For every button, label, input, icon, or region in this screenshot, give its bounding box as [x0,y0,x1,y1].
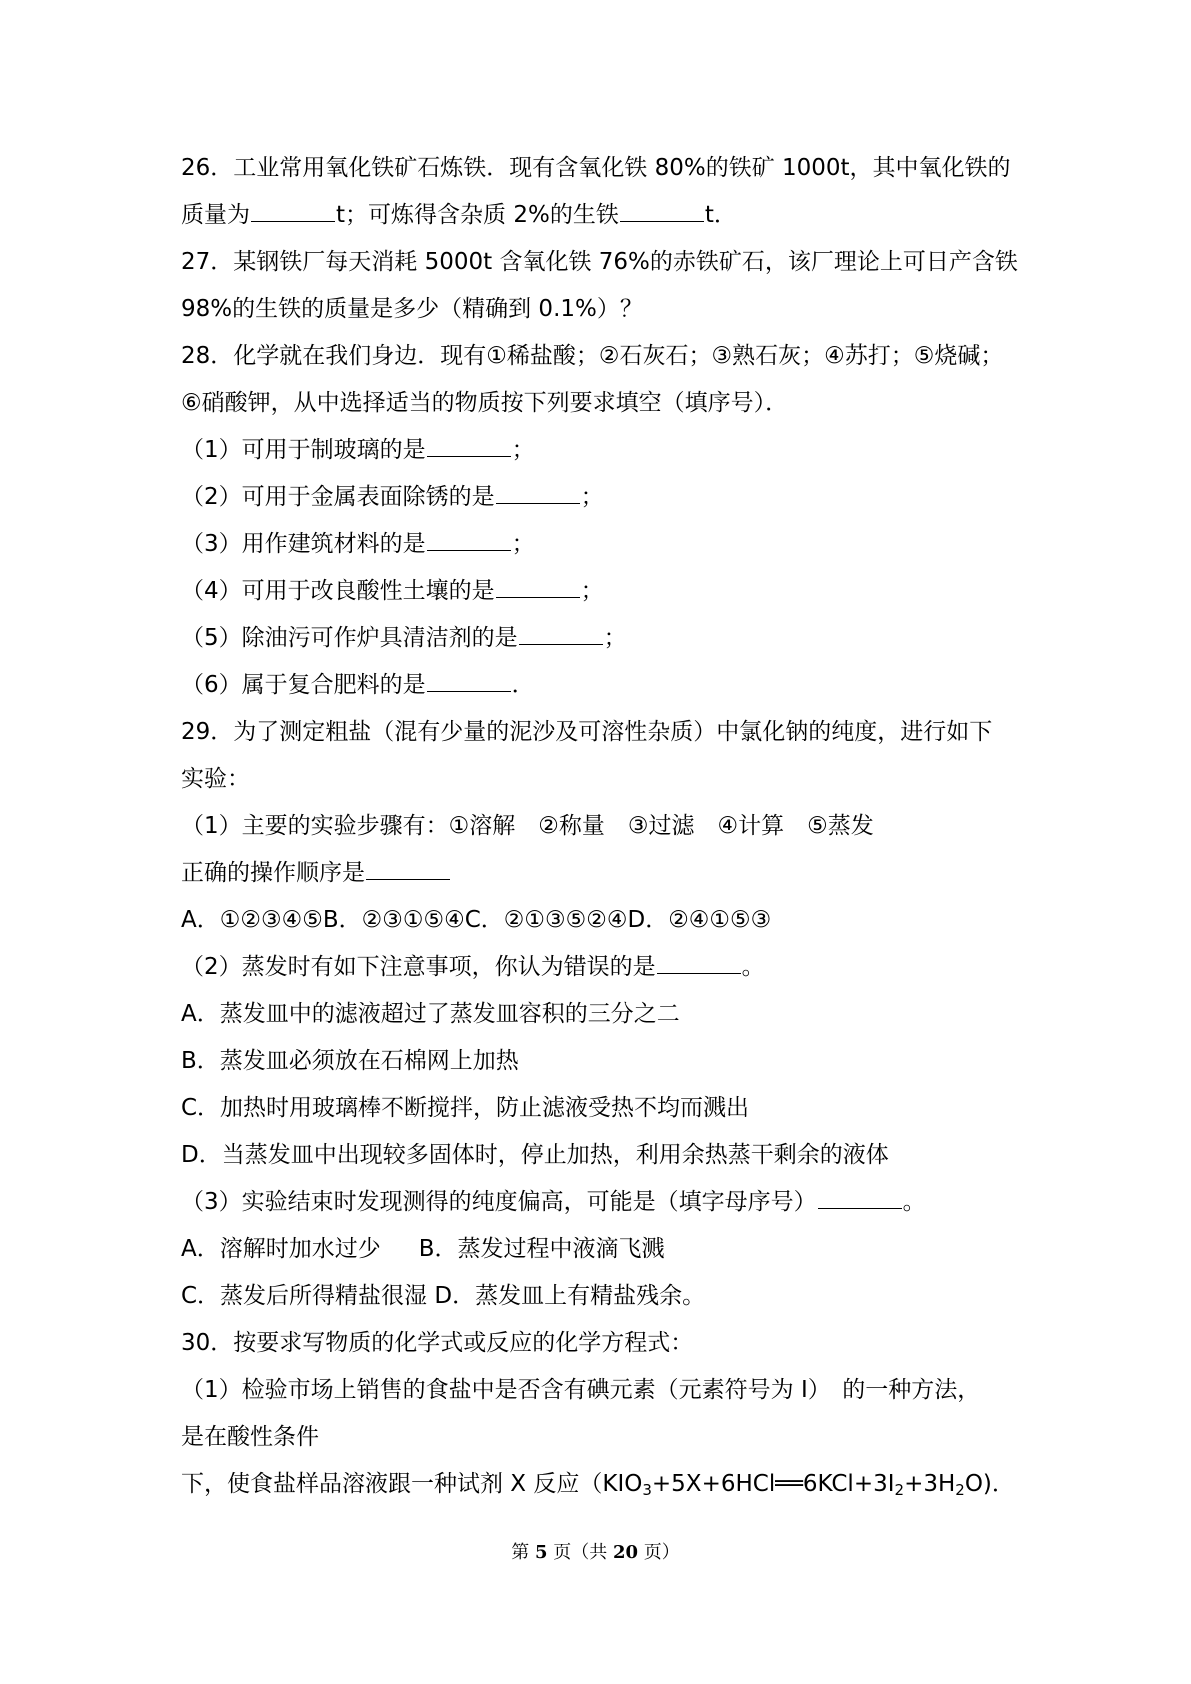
q28-item-end: ． [511,672,535,698]
q26-text-c: t． [704,202,737,228]
footer-page-number: 5 [534,1542,548,1563]
q29-blank-3[interactable] [818,1180,902,1209]
q28-item-6 [181,662,1021,709]
q28-item-end: ； [580,484,604,510]
q28-item-text: （5）除油污可作炉具清洁剂的是 [181,625,518,651]
q29-part2-end: 。 [741,954,765,980]
q29-part3-end: 。 [902,1189,926,1215]
q27-line2: 98%的生铁的质量是多少（精确到 0.1%）？ [181,296,643,322]
q29-line1: 29．为了测定粗盐（混有少量的泥沙及可溶性杂质）中氯化钠的纯度，进行如下 [181,719,993,745]
q29-part1-order [181,850,1021,897]
page-footer [0,1538,1191,1564]
q29-blank-1[interactable] [366,851,450,880]
q30-eq-part-c: +3H [904,1471,956,1497]
q29-part3-options-cd: C．蒸发后所得精盐很湿 D．蒸发皿上有精盐残余。 [181,1283,706,1309]
q29-part2-option-c: C．加热时用玻璃棒不断搅拌，防止滤液受热不均而溅出 [181,1095,750,1121]
footer-post: 页） [638,1542,680,1563]
q29-blank-2[interactable] [657,945,741,974]
q30-line2: （1）检验市场上销售的食盐中是否含有碘元素（元素符号为 I） 的一种方法， [181,1377,981,1403]
q28-item-text: （3）用作建筑材料的是 [181,531,426,557]
q29-part2 [181,944,1021,991]
q28-item-4 [181,568,1021,615]
q30-eq-part-a: 下，使食盐样品溶液跟一种试剂 X 反应（KIO [181,1471,643,1497]
q28-item-end: ； [511,531,535,557]
q30-line1: 30．按要求写物质的化学式或反应的化学方程式： [181,1330,694,1356]
q28-blank-1[interactable] [427,428,511,457]
q28-blank-2[interactable] [496,475,580,504]
q28-line2: ⑥硝酸钾，从中选择适当的物质按下列要求填空（填序号）． [181,390,789,416]
q27-line1: 27．某钢铁厂每天消耗 5000t 含氧化铁 76%的赤铁矿石，该厂理论上可日产含铁 [181,249,1018,275]
footer-mid: 页（共 [547,1542,613,1563]
q28-line1: 28．化学就在我们身边．现有①稀盐酸；②石灰石；③熟石灰；④苏打；⑤烧碱； [181,343,1004,369]
q28-blank-4[interactable] [496,569,580,598]
q29-part2-text: （2）蒸发时有如下注意事项，你认为错误的是 [181,954,656,980]
q26-text-a: 质量为 [181,202,250,228]
q28-blank-5[interactable] [519,616,603,645]
q28-blank-3[interactable] [427,522,511,551]
q29-line2: 实验： [181,766,250,792]
q26-line1: 26．工业常用氧化铁矿石炼铁．现有含氧化铁 80%的铁矿 1000t，其中氧化铁的 [181,155,1011,181]
q26-text-b: t；可炼得含杂质 2%的生铁 [336,202,619,228]
q29-part3 [181,1179,1021,1226]
q26-line2 [181,192,1021,239]
q29-part2-option-d: D．当蒸发皿中出现较多固体时，停止加热，利用余热蒸干剩余的液体 [181,1142,889,1168]
q28-blank-6[interactable] [427,663,511,692]
q30-line4-equation [181,1461,1021,1508]
footer-total-pages: 20 [612,1542,639,1563]
q28-item-end: ； [580,578,604,604]
q30-line3: 是在酸性条件 [181,1424,319,1450]
q29-part3-option-b: B．蒸发过程中液滴飞溅 [418,1236,665,1262]
question-content [181,145,1021,1508]
q29-part3-options-ab [181,1226,1021,1273]
q29-part2-option-a: A．蒸发皿中的滤液超过了蒸发皿容积的三分之二 [181,1001,680,1027]
q28-item-text: （2）可用于金属表面除锈的是 [181,484,495,510]
q30-sub-3: 3 [642,1481,652,1499]
q29-part3-text: （3）实验结束时发现测得的纯度偏高，可能是（填字母序号） [181,1189,817,1215]
q28-item-end: ； [511,437,535,463]
footer-pre: 第 [511,1542,535,1563]
q28-item-text: （6）属于复合肥料的是 [181,672,426,698]
q26-blank-1[interactable] [251,193,335,222]
q28-item-1 [181,427,1021,474]
q28-item-3 [181,521,1021,568]
q29-part2-option-b: B．蒸发皿必须放在石棉网上加热 [181,1048,519,1074]
q30-sub-2b: 2 [955,1481,965,1499]
q28-item-text: （1）可用于制玻璃的是 [181,437,426,463]
q29-part1: （1）主要的实验步骤有：①溶解 ②称量 ③过滤 ④计算 ⑤蒸发 [181,813,874,839]
q26-blank-2[interactable] [620,193,704,222]
q30-eq-part-d: O)． [964,1471,1015,1497]
q29-part1-options: A．①②③④⑤B．②③①⑤④C．②①③⑤②④D．②④①⑤③ [181,907,772,933]
q28-item-5 [181,615,1021,662]
q30-sub-2: 2 [894,1481,905,1499]
q28-item-text: （4）可用于改良酸性土壤的是 [181,578,495,604]
q30-eq-part-b: +5X+6HCl══6KCl+3I [651,1471,895,1497]
q29-part1-order-text: 正确的操作顺序是 [181,860,365,886]
q28-item-2 [181,474,1021,521]
q28-item-end: ； [603,625,627,651]
q29-part3-option-a: A．溶解时加水过少 [181,1236,381,1262]
